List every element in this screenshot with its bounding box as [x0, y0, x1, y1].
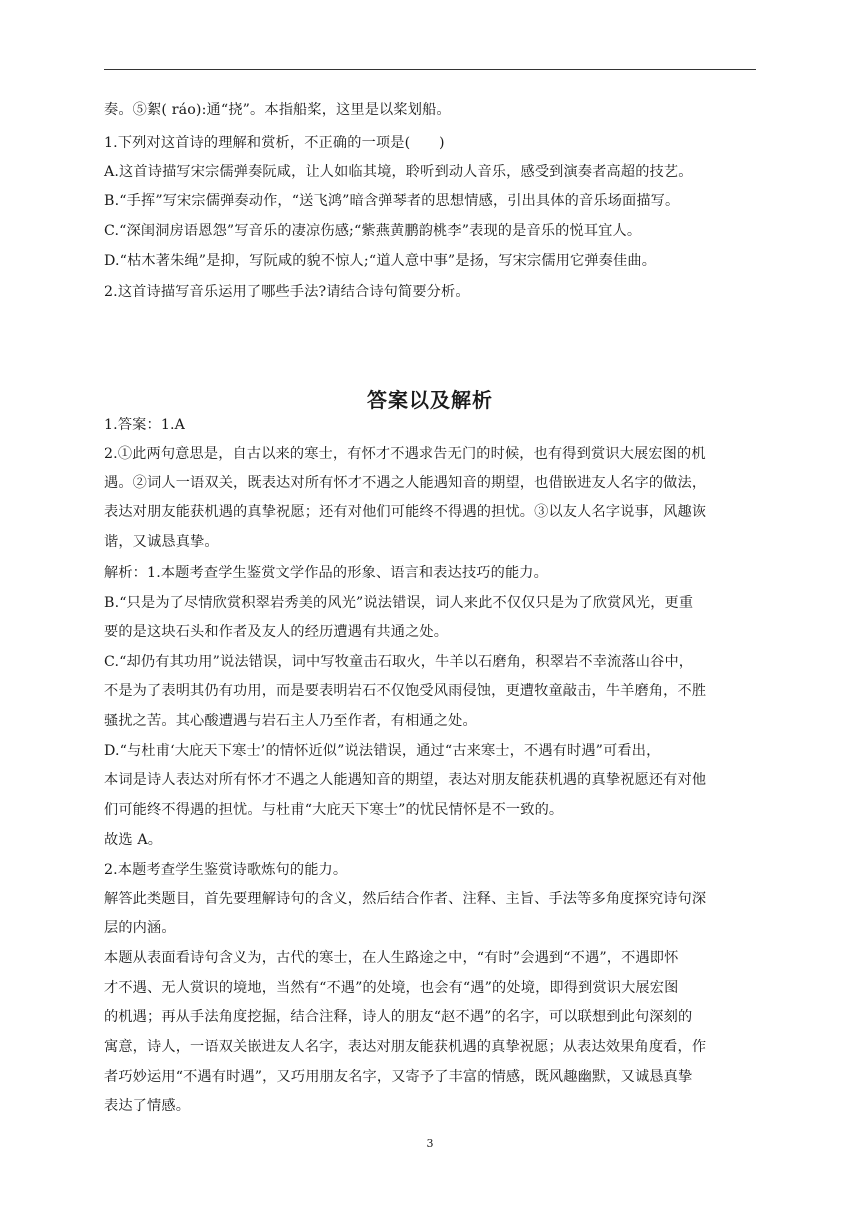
- analysis-line: 者巧妙运用“不遇有时遇”，又巧用朋友名字，又寄予了丰富的情感，既风趣幽默，又诚恳真挚: [104, 1069, 693, 1085]
- analysis-line: D.“与杜甫‘大庇天下寒士’的情怀近似”说法错误，通过“古来寒士，不遇有时遇”可看出，: [104, 743, 661, 759]
- analysis-line: 骚扰之苦。其心酸遭遇与岩石主人乃至作者，有相通之处。: [104, 713, 477, 729]
- analysis-line: 解析：1.本题考查学生鉴赏文学作品的形象、语言和表达技巧的能力。: [104, 565, 548, 581]
- analysis-line: 不是为了表明其仍有功用，而是要表明岩石不仅饱受风雨侵蚀，更遭牧童敲击，牛羊磨角，不胜: [104, 683, 707, 699]
- option-a: A.这首诗描写宋宗儒弹奏阮咸，让人如临其境，聆听到动人音乐，感受到演奏者高超的技艺。: [104, 164, 693, 180]
- analysis-line: 们可能终不得遇的担忧。与杜甫“大庇天下寒士”的忧民情怀是不一致的。: [104, 802, 564, 818]
- analysis-line: 层的内涵。: [104, 920, 176, 936]
- answers-title: 答案以及解析: [367, 388, 493, 412]
- option-b: B.“手挥”写宋宗儒弹奏动作，“送飞鸿”暗含弹琴者的思想情感，引出具体的音乐场面描写。: [104, 193, 680, 209]
- analysis-line: 本词是诗人表达对所有怀才不遇之人能遇知音的期望，表达对朋友能获机遇的真挚祝愿还有对他: [104, 772, 707, 788]
- answer-line: 1.答案：1.A: [104, 417, 186, 433]
- question-2: 2.这首诗描写音乐运用了哪些手法?请结合诗句简要分析。: [104, 284, 470, 300]
- analysis-line: 寓意，诗人，一语双关嵌进友人名字，表达对朋友能获机遇的真挚祝愿；从表达效果角度看，作: [104, 1039, 707, 1055]
- analysis-line: 表达了情感。: [104, 1098, 191, 1114]
- answer-line: 表达对朋友能获机遇的真挚祝愿；还有对他们可能终不得遇的担忧。③以友人名字说事，风趣诙: [104, 504, 707, 520]
- option-c: C.“深闺洞房语恩怨”写音乐的凄凉伤感;“紫燕黄鹏韵桃李”表现的是音乐的悦耳宜人。: [104, 223, 642, 239]
- analysis-line: B.“只是为了尽情欣赏积翠岩秀美的风光”说法错误，词人来此不仅仅只是为了欣赏风光，更重: [104, 595, 694, 611]
- analysis-line: 要的是这块石头和作者及友人的经历遭遇有共通之处。: [104, 624, 449, 640]
- page-number: 3: [426, 1137, 434, 1150]
- question-1: 1.下列对这首诗的理解和赏析，不正确的一项是( ): [104, 135, 445, 151]
- answer-line: 谐，又诚恳真挚。: [104, 534, 219, 550]
- answer-line: 2.①此两句意思是，自古以来的寒士，有怀才不遇求告无门的时候，也有得到赏识大展宏图的机: [104, 446, 706, 462]
- answer-line: 遇。②词人一语双关，既表达对所有怀才不遇之人能遇知音的期望，也借嵌进友人名字的做法，: [104, 475, 707, 491]
- analysis-line: 故选 A。: [104, 832, 163, 848]
- analysis-line: 解答此类题目，首先要理解诗句的含义，然后结合作者、注释、主旨、手法等多角度探究诗句深: [104, 891, 707, 907]
- footnote-line: 奏。⑤絮( ráo):通“挠”。本指船桨，这里是以桨划船。: [104, 102, 451, 118]
- analysis-line: 2.本题考查学生鉴赏诗歌炼句的能力。: [104, 862, 348, 878]
- option-d: D.“枯木著朱绳”是抑，写阮咸的貌不惊人;“道人意中事”是扬，写宋宗儒用它弹奏佳曲。: [104, 253, 657, 269]
- analysis-line: 才不遇、无人赏识的境地，当然有“不遇”的处境，也会有“遇”的处境，即得到赏识大展宏图: [104, 980, 679, 996]
- analysis-line: 的机遇；再从手法角度挖掘，结合注释，诗人的朋友“赵不遇”的名字，可以联想到此句深刻的: [104, 1009, 693, 1025]
- header-rule: [104, 69, 756, 70]
- analysis-line: C.“却仍有其功用”说法错误，词中写牧童击石取火，牛羊以石磨角，积翠岩不幸流落山谷中，: [104, 654, 694, 670]
- analysis-line: 本题从表面看诗句含义为，古代的寒士，在人生路途之中，“有时”会遇到“不遇”，不遇即怀: [104, 950, 679, 966]
